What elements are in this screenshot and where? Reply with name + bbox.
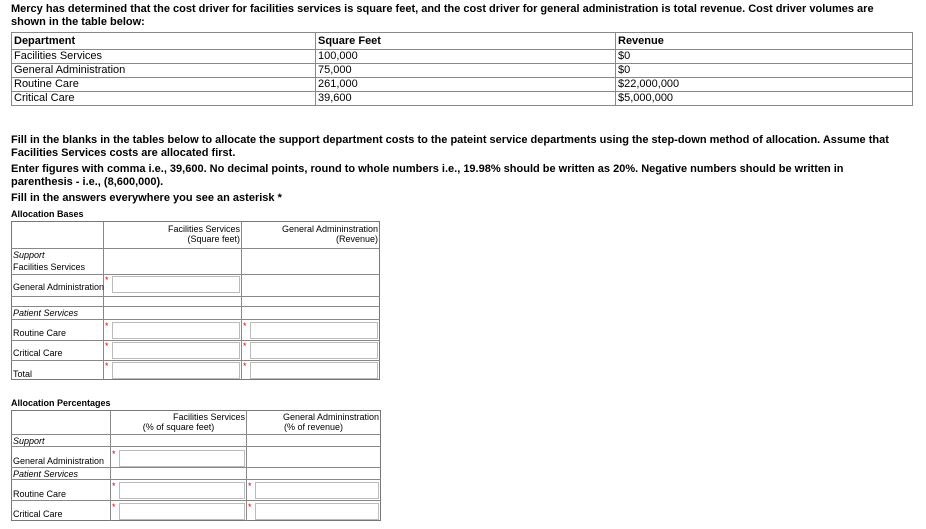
- bases-routine-revenue-input[interactable]: [250, 322, 378, 339]
- bases-row-general-admin: General Administration: [13, 282, 105, 292]
- grid-divider: [103, 221, 104, 380]
- pct-patient-label: Patient Services: [13, 469, 79, 479]
- bases-support-label: Support: [13, 250, 45, 260]
- intro-text: Mercy has determined that the cost driver for facilities services is square feet, and the cost driver for general administration is total revenue. Cost driver volumes are shown in the table below:: [11, 3, 874, 28]
- grid-divider: [246, 410, 247, 521]
- bases-row-critical: Critical Care: [13, 348, 63, 358]
- required-asterisk: *: [248, 481, 252, 491]
- required-asterisk: *: [112, 502, 116, 512]
- instructions-line3-text: Fill in the answers everywhere you see an asterisk: [11, 192, 275, 204]
- bases-general-admin-sqft-input[interactable]: [112, 276, 240, 293]
- table-row: [12, 78, 913, 92]
- pct-routine-sqft-input[interactable]: [119, 482, 245, 499]
- required-asterisk: *: [112, 449, 116, 459]
- allocation-bases-title: Allocation Bases: [11, 209, 84, 219]
- header-line: Facilities Services: [172, 412, 245, 422]
- pct-col-general-admin-header: [248, 412, 379, 432]
- grid-divider: [11, 446, 381, 447]
- header-line: (Revenue): [335, 234, 378, 244]
- cell-square-feet: 39,600: [316, 92, 616, 106]
- cell-department: Routine Care: [12, 78, 316, 92]
- bases-patient-label: Patient Services: [13, 308, 79, 318]
- pct-critical-revenue-input[interactable]: [255, 503, 379, 520]
- table-header-row: [12, 33, 913, 50]
- grid-divider: [241, 221, 242, 380]
- cost-driver-table: [11, 32, 913, 106]
- grid-divider: [110, 410, 111, 521]
- table-row: [12, 50, 913, 64]
- pct-general-admin-sqft-input[interactable]: [119, 450, 245, 467]
- instructions-line2: Enter figures with comma i.e., 39,600. No decimal points, round to whole numbers i.e., 19.98% should be written as 20%. Negative numbers should be written in parenthesis - i.e., (8,600,000).: [11, 163, 844, 188]
- cell-department: Facilities Services: [12, 50, 316, 64]
- header-line: (% of revenue): [283, 422, 344, 432]
- header-department: Department: [12, 33, 316, 50]
- header-line: (Square feet): [187, 234, 240, 244]
- header-line: (% of square feet): [142, 422, 215, 432]
- pct-support-label: Support: [13, 436, 45, 446]
- required-asterisk: *: [243, 361, 247, 371]
- pct-routine-revenue-input[interactable]: [255, 482, 379, 499]
- cell-revenue: $0: [616, 64, 913, 78]
- grid-divider: [11, 319, 380, 320]
- cell-revenue: $5,000,000: [616, 92, 913, 106]
- required-asterisk: *: [105, 361, 109, 371]
- required-asterisk: *: [248, 502, 252, 512]
- required-asterisk: *: [112, 481, 116, 491]
- bases-routine-sqft-input[interactable]: [112, 322, 240, 339]
- bases-col-facilities-header: [105, 224, 240, 244]
- grid-divider: [11, 340, 380, 341]
- instructions-line3: [11, 192, 511, 205]
- header-line: General Admininstration: [281, 224, 378, 234]
- bases-col-general-admin-header: [243, 224, 378, 244]
- grid-divider: [11, 296, 380, 297]
- cell-square-feet: 261,000: [316, 78, 616, 92]
- grid-divider: [11, 274, 380, 275]
- grid-divider: [11, 360, 380, 361]
- grid-divider: [11, 248, 380, 249]
- required-asterisk: *: [105, 341, 109, 351]
- instructions-line1: Fill in the blanks in the tables below to allocate the support department costs to the pateint service departments using the step-down method of allocation. Assume that Facilities Services costs are allocated first.: [11, 134, 889, 159]
- bases-row-total: Total: [13, 369, 33, 379]
- bases-row-facilities: Facilities Services: [13, 262, 86, 272]
- table-row: [12, 64, 913, 78]
- required-asterisk: *: [105, 321, 109, 331]
- asterisk-marker: *: [277, 192, 282, 204]
- pct-row-general-admin: General Administration: [13, 456, 105, 466]
- bases-total-revenue-input[interactable]: [250, 362, 378, 379]
- bases-row-routine: Routine Care: [13, 328, 67, 338]
- grid-divider: [11, 467, 381, 468]
- grid-divider: [11, 500, 381, 501]
- header-line: General Admininstration: [282, 412, 379, 422]
- bases-critical-revenue-input[interactable]: [250, 342, 378, 359]
- required-asterisk: *: [243, 321, 247, 331]
- grid-divider: [11, 306, 380, 307]
- bases-total-sqft-input[interactable]: [112, 362, 240, 379]
- allocation-percentages-title: Allocation Percentages: [11, 398, 111, 408]
- cell-square-feet: 75,000: [316, 64, 616, 78]
- required-asterisk: *: [243, 341, 247, 351]
- cell-revenue: $22,000,000: [616, 78, 913, 92]
- bases-critical-sqft-input[interactable]: [112, 342, 240, 359]
- header-square-feet: Square Feet: [316, 33, 616, 50]
- cell-department: Critical Care: [12, 92, 316, 106]
- required-asterisk: *: [105, 275, 109, 285]
- table-row: [12, 92, 913, 106]
- grid-divider: [11, 479, 381, 480]
- cell-square-feet: 100,000: [316, 50, 616, 64]
- cell-revenue: $0: [616, 50, 913, 64]
- pct-row-routine: Routine Care: [13, 489, 67, 499]
- pct-row-critical: Critical Care: [13, 509, 63, 519]
- header-line: Facilities Services: [167, 224, 240, 234]
- grid-divider: [11, 434, 381, 435]
- header-revenue: Revenue: [616, 33, 913, 50]
- pct-col-facilities-header: [112, 412, 245, 432]
- pct-critical-sqft-input[interactable]: [119, 503, 245, 520]
- cell-department: General Administration: [12, 64, 316, 78]
